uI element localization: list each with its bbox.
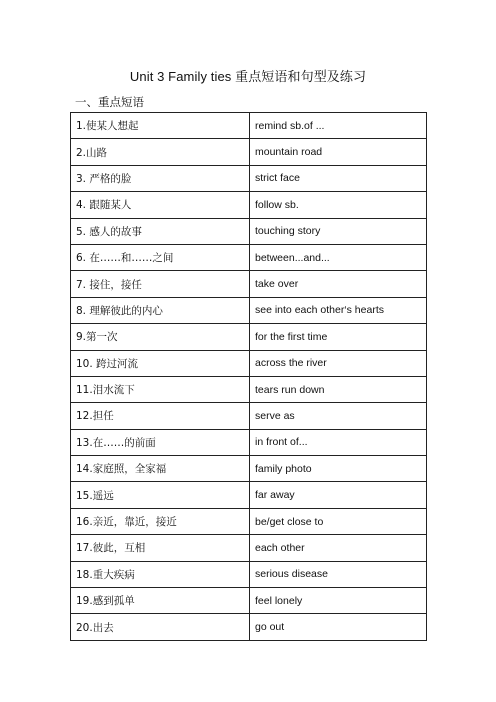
- chinese-phrase-cell: 11.泪水流下: [71, 376, 250, 402]
- chinese-phrase-cell: 8. 理解彼此的内心: [71, 297, 250, 323]
- table-row: [71, 535, 427, 561]
- chinese-phrase-cell: 10. 跨过河流: [71, 350, 250, 376]
- english-phrase-cell: serious disease: [250, 561, 427, 587]
- english-phrase-cell: across the river: [250, 350, 427, 376]
- table-row: [71, 403, 427, 429]
- table-row: [71, 271, 427, 297]
- chinese-phrase-cell: 19.感到孤单: [71, 588, 250, 614]
- table-row: [71, 218, 427, 244]
- chinese-phrase-cell: 1.使某人想起: [71, 113, 250, 139]
- english-phrase-cell: between...and...: [250, 244, 427, 270]
- chinese-phrase-cell: 16.亲近，靠近，接近: [71, 508, 250, 534]
- document-title: Unit 3 Family ties 重点短语和句型及练习: [129, 69, 367, 84]
- english-phrase-cell: for the first time: [250, 324, 427, 350]
- english-phrase-cell: family photo: [250, 456, 427, 482]
- english-phrase-cell: take over: [250, 271, 427, 297]
- table-row: [71, 350, 427, 376]
- chinese-phrase-cell: 4. 跟随某人: [71, 192, 250, 218]
- chinese-phrase-cell: 12.担任: [71, 403, 250, 429]
- english-phrase-cell: go out: [250, 614, 427, 640]
- english-phrase-cell: remind sb.of ...: [250, 113, 427, 139]
- english-phrase-cell: strict face: [250, 165, 427, 191]
- table-row: [71, 165, 427, 191]
- chinese-phrase-cell: 17.彼此，互相: [71, 535, 250, 561]
- table-row: [71, 297, 427, 323]
- chinese-phrase-cell: 18.重大疾病: [71, 561, 250, 587]
- table-row: [71, 456, 427, 482]
- table-row: [71, 482, 427, 508]
- english-phrase-cell: each other: [250, 535, 427, 561]
- table-row: [71, 376, 427, 402]
- chinese-phrase-cell: 7. 接住，接任: [71, 271, 250, 297]
- chinese-phrase-cell: 2.山路: [71, 139, 250, 165]
- table-row: [71, 614, 427, 640]
- chinese-phrase-cell: 9.第一次: [71, 324, 250, 350]
- chinese-phrase-cell: 20.出去: [71, 614, 250, 640]
- table-row: [71, 429, 427, 455]
- table-row: [71, 324, 427, 350]
- table-row: [71, 139, 427, 165]
- phrase-table: [70, 112, 427, 641]
- chinese-phrase-cell: 14.家庭照，全家福: [71, 456, 250, 482]
- english-phrase-cell: follow sb.: [250, 192, 427, 218]
- table-row: [71, 561, 427, 587]
- table-row: [71, 244, 427, 270]
- english-phrase-cell: see into each other‘s hearts: [250, 297, 427, 323]
- english-phrase-cell: mountain road: [250, 139, 427, 165]
- english-phrase-cell: in front of...: [250, 429, 427, 455]
- section-heading: 一、重点短语: [75, 95, 144, 109]
- table-row: [71, 192, 427, 218]
- chinese-phrase-cell: 3. 严格的脸: [71, 165, 250, 191]
- table-row: [71, 508, 427, 534]
- table-row: [71, 113, 427, 139]
- english-phrase-cell: far away: [250, 482, 427, 508]
- english-phrase-cell: be/get close to: [250, 508, 427, 534]
- english-phrase-cell: serve as: [250, 403, 427, 429]
- chinese-phrase-cell: 5. 感人的故事: [71, 218, 250, 244]
- chinese-phrase-cell: 15.遥远: [71, 482, 250, 508]
- english-phrase-cell: touching story: [250, 218, 427, 244]
- table-row: [71, 588, 427, 614]
- chinese-phrase-cell: 13.在……的前面: [71, 429, 250, 455]
- phrase-table-body: [71, 113, 427, 641]
- chinese-phrase-cell: 6. 在……和……之间: [71, 244, 250, 270]
- english-phrase-cell: tears run down: [250, 376, 427, 402]
- english-phrase-cell: feel lonely: [250, 588, 427, 614]
